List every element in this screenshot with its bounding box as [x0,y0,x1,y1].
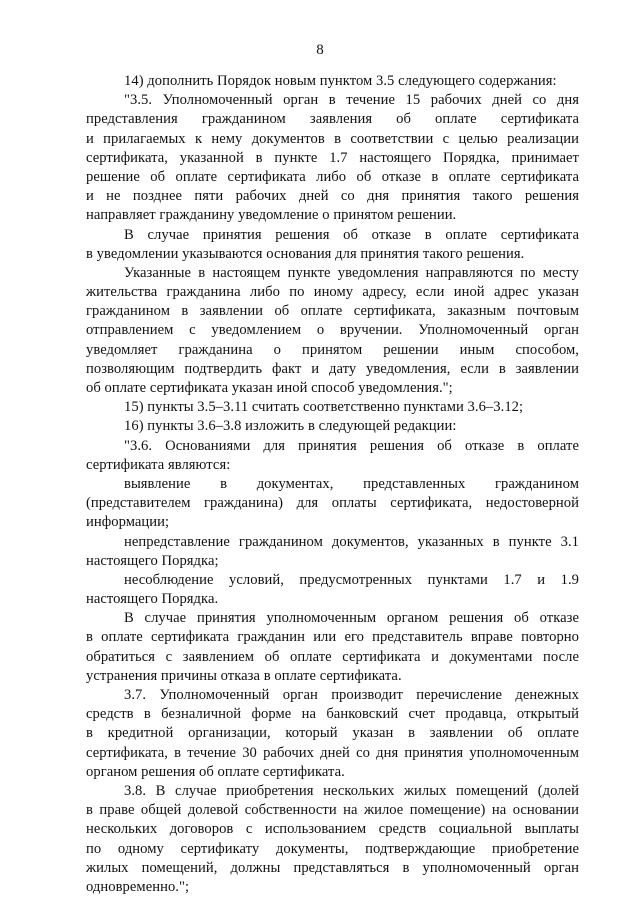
text-line: (представителем гражданина) для оплаты сертификата, недостоверной [86,495,579,512]
text-line: настоящего Порядка; [86,552,219,569]
text-line: направляет гражданину уведомление о принятом решении. [86,207,457,224]
text-line: жительства гражданина либо по иному адресу, если иной адрес указан [86,284,579,301]
text-line: "3.6. Основаниями для принятия решения об отказе в оплате [124,437,579,454]
text-line: Указанные в настоящем пункте уведомления направляются по месту [124,264,579,281]
text-line: сертификата являются: [86,456,231,473]
text-line: В случае принятия решения об отказе в оплате сертификата [124,226,579,243]
text-line: 3.8. В случае приобретения нескольких жилых помещений (долей [124,782,579,799]
text-line: решение об оплате сертификата либо об отказе в оплате сертификата [86,168,579,185]
text-line: в оплате сертификата гражданин или его представитель вправе повторно [86,629,579,646]
text-line: сертификата, в течение 30 рабочих дней со дня принятия уполномоченным [86,744,579,761]
text-line: непредставление гражданином документов, указанных в пункте 3.1 [124,533,579,550]
text-line: сертификата, указанной в пункте 1.7 настоящего Порядка, принимает [86,149,579,166]
text-line: отправлением с уведомлением о вручении. Уполномоченный орган [86,322,579,339]
text-line: несоблюдение условий, предусмотренных пунктами 1.7 и 1.9 [124,571,579,588]
text-line: и прилагаемых к нему документов в соответствии с целью реализации [86,130,579,147]
text-line: средств в безналичной форме на банковский счет продавца, открытый [86,706,579,723]
text-line: настоящего Порядка. [86,591,219,608]
text-line: информации; [86,514,170,531]
text-line: гражданином в заявлении об оплате сертификата, заказным почтовым [86,303,579,320]
text-line: одновременно."; [86,878,190,895]
text-line: в праве общей долевой собственности на жилое помещение) на основании [86,802,579,819]
text-line: 3.7. Уполномоченный орган производит перечисление денежных [124,687,579,703]
text-line: по одному сертификату документы, подтверждающие приобретение [86,840,579,857]
text-line: 14) дополнить Порядок новым пунктом 3.5 следующего содержания: [124,73,557,89]
text-line: устранения причины отказа в оплате сертификата. [86,667,402,684]
text-line: и не позднее пяти рабочих дней со дня принятия такого решения [86,188,579,205]
text-line: "3.5. Уполномоченный орган в течение 15 рабочих дней со дня [124,92,579,109]
text-line: жилых помещений, должны представляться в уполномоченный орган [86,859,579,876]
text-line: об оплате сертификата указан иной способ уведомления."; [86,380,453,396]
text-line: выявление в документах, представленных гражданином [124,475,579,492]
text-line: 16) пункты 3.6–3.8 изложить в следующей редакции: [124,418,457,435]
text-line: нескольких договоров с использованием средств социальной выплаты [86,821,579,838]
text-line: уведомляет гражданина о принятом решении иным способом, [86,341,579,358]
text-line: в кредитной организации, который указан в заявлении об оплате [86,725,579,742]
text-line: 15) пункты 3.5–3.11 считать соответственно пунктами 3.6–3.12; [124,399,524,416]
text-line: в уведомлении указываются основания для принятия такого решения. [86,245,525,262]
text-line: представления гражданином заявления об оплате сертификата [86,111,579,128]
text-line: В случае принятия уполномоченным органом решения об отказе [124,610,579,627]
document-body [86,72,579,897]
page-number: 8 [316,42,324,58]
text-line: органом решения об оплате сертификата. [86,763,345,780]
text-line: обратиться с заявлением об оплате сертификата и документами после [86,648,579,665]
text-line: позволяющим подтвердить факт и дату уведомления, если в заявлении [86,360,579,377]
